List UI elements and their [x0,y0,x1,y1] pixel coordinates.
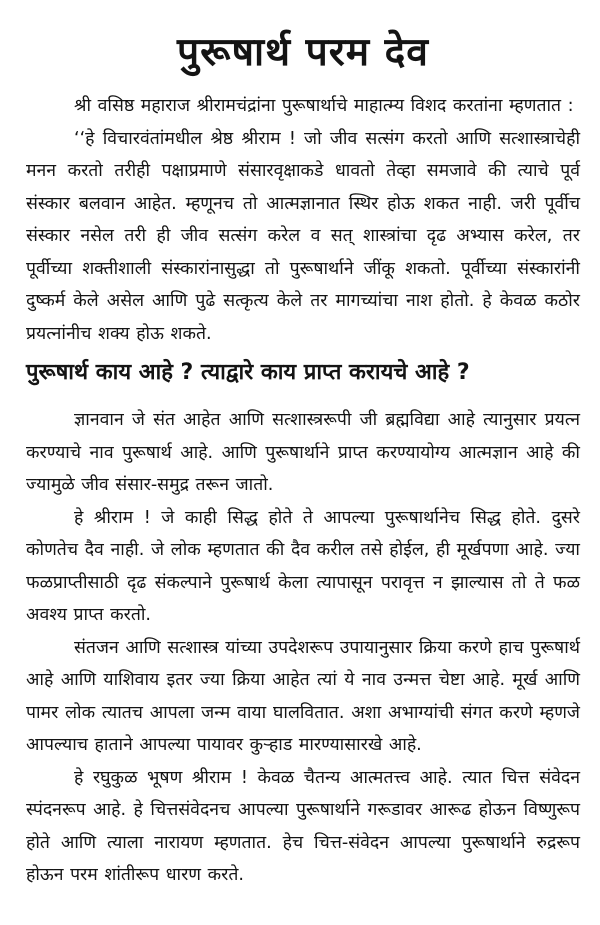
intro-paragraph: श्री वसिष्ठ महाराज श्रीरामचंद्रांना पुरूषार्थाचे माहात्म्य विशद करतांना म्हणतात : [74,96,574,116]
body-paragraph-3: संतजन आणि सत्शास्त्र यांच्या उपदेशरूप उपायानुसार क्रिया करणे हाच पुरूषार्थ आहे आणि याशिवाय इतर ज्या क्रिया आहेत त्यां ये नाव उन्मत्त चेष्टा आहे. मूर्ख आणि पामर लोक त्यातच आपला जन्म वाया घालवितात. अशा अभाग्यांची संगत करणे म्हणजे आपल्याच हाताने आपल्या पायावर कुऱ्हाड मारण्यासारखे आहे. [26,637,580,755]
page-title: पुरूषार्थ परम देव [177,30,429,75]
quote-paragraph: ‘‘हे विचारवंतांमधील श्रेष्ठ श्रीराम ! जो जीव सत्संग करतो आणि सत्शास्त्राचेही मनन करतो तरीही पक्षाप्रमाणे संसारवृक्षाकडे धावतो तेव्हा समजावे की त्याचे पूर्व संस्कार बलवान आहेत. म्हणूनच तो आत्मज्ञानात स्थिर होऊ शकत नाही. जरी पूर्वीच संस्कार नसेल तरी ही जीव सत्संग करेल व सत् शास्त्रांचा दृढ अभ्यास करेल, तर पूर्वीच्या शक्तीशाली संस्कारांनासुद्धा तो पुरूषार्थाने जींकू शकतो. पूर्वीच्या संस्कारांनी दुष्कर्म केले असेल आणि पुढे सत्कृत्य केले तर मागच्यांचा नाश होतो. हे केवळ कठोर प्रयत्नांनीच शक्य होऊ शकते. [26,128,580,344]
body-paragraph-2: हे श्रीराम ! जे काही सिद्ध होते ते आपल्या पुरूषार्थानेच सिद्ध होते. दुसरे कोणतेच दैव नाही. जे लोक म्हणतात की दैव करील तसे होईल, ही मूर्खपणा आहे. ज्या फळप्राप्तीसाठी दृढ संकल्पाने पुरूषार्थ केला त्यापासून परावृत्त न झाल्यास तो ते फळ अवश्य प्राप्त करतो. [26,507,580,625]
section-heading: पुरूषार्थ काय आहे ? त्याद्वारे काय प्राप्त करायचे आहे ? [26,360,470,385]
body-paragraph-4: हे रघुकुळ भूषण श्रीराम ! केवळ चैतन्य आत्मतत्त्व आहे. त्यात चित्त संवेदन स्पंदनरूप आहे. हे चित्तसंवेदनच आपल्या पुरूषार्थाने गरूडावर आरूढ होऊन विष्णुरूप होते आणि त्याला नारायण म्हणतात. हेच चित्त-संवेदन आपल्या पुरूषार्थाने रुद्ररूप होऊन परम शांतीरूप धारण करते. [26,767,580,885]
body-paragraph-1: ज्ञानवान जे संत आहेत आणि सत्शास्त्ररूपी जी ब्रह्मविद्या आहे त्यानुसार प्रयत्न करण्याचे नाव पुरूषार्थ आहे. आणि पुरूषार्थाने प्राप्त करण्यायोग्य आत्मज्ञान आहे की ज्यामुळे जीव संसार-समुद्र तरून जातो. [26,410,580,495]
